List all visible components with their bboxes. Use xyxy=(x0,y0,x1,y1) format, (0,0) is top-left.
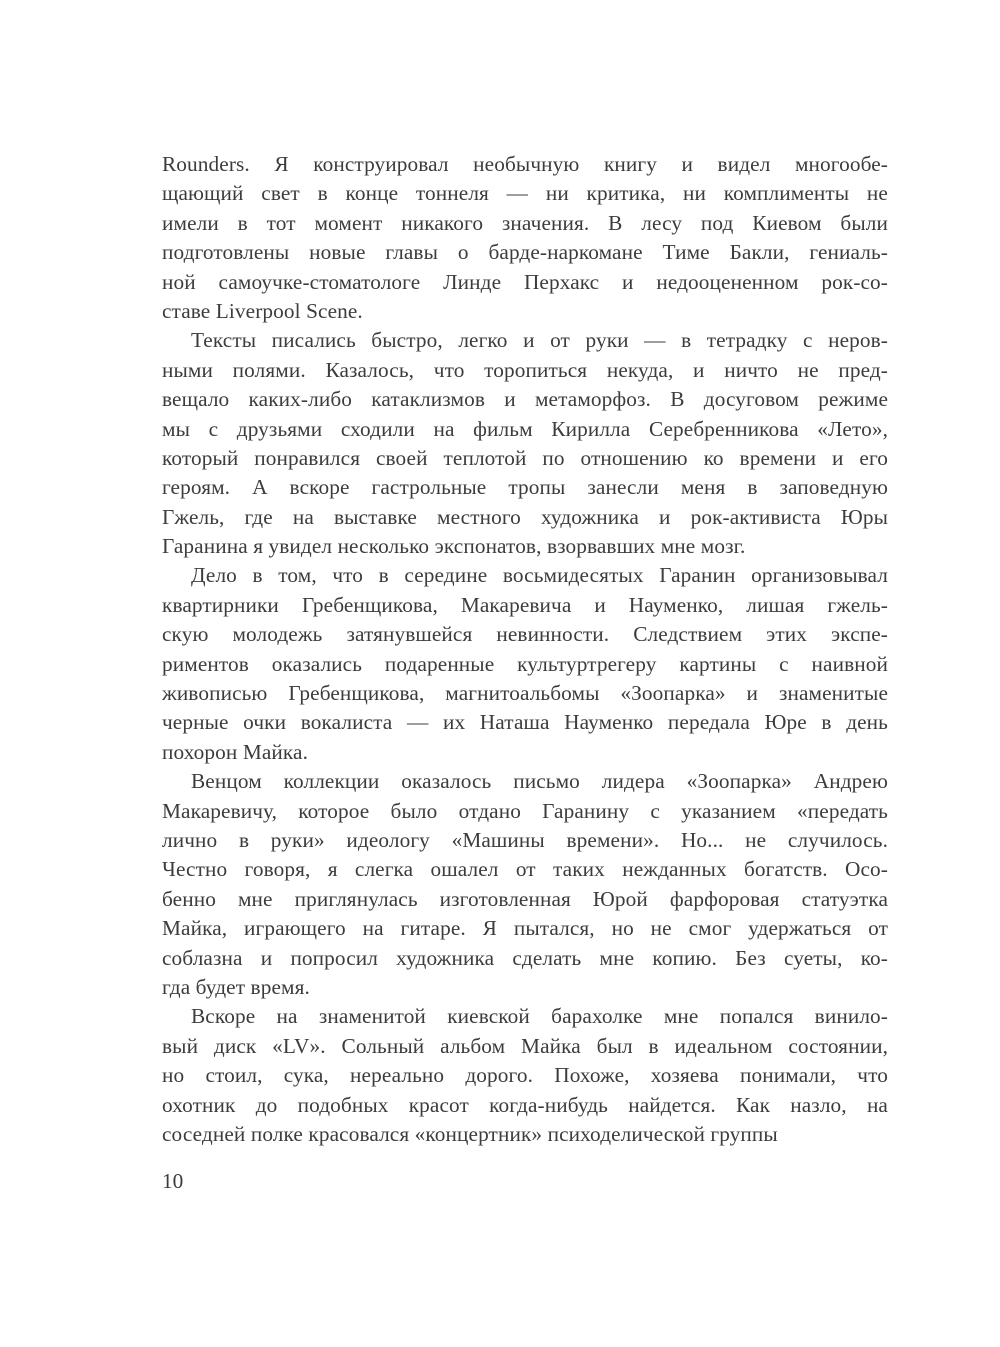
text-line: вещало каких-либо катаклизмов и метаморфоз. В досуговом режиме xyxy=(162,387,888,412)
text-line: охотник до подобных красот когда-нибудь найдется. Как назло, на xyxy=(162,1092,888,1117)
text-line: который понравился своей теплотой по отношению ко времени и его xyxy=(162,445,888,470)
text-line: черные очки вокалиста — их Наташа Науменко передала Юре в день xyxy=(162,710,888,735)
text-line: ставе Liverpool Scene. xyxy=(162,298,363,323)
text-line: похорон Майка. xyxy=(162,739,309,764)
text-line: скую молодежь затянувшейся невинности. Следствием этих экспе- xyxy=(162,622,888,647)
text-line: но стоил, сука, нереально дорого. Похоже, хозяева понимали, что xyxy=(162,1063,888,1088)
text-block xyxy=(162,150,888,1149)
text-line: Тексты писались быстро, легко и от руки — в тетрадку с неров- xyxy=(191,328,888,353)
paragraph xyxy=(162,561,888,767)
text-line: мы с друзьями сходили на фильм Кирилла Серебренникова «Лето», xyxy=(162,416,888,441)
text-line: квартирники Гребенщикова, Макаревича и Науменко, лишая гжель- xyxy=(162,592,888,617)
text-line: Rounders. Я конструировал необычную книгу и видел многообе- xyxy=(162,152,888,176)
text-line: Вскоре на знаменитой киевской барахолке мне попался винило- xyxy=(191,1004,888,1029)
text-line: бенно мне приглянулась изготовленная Юрой фарфоровая статуэтка xyxy=(162,886,888,911)
text-line: соблазна и попросил художника сделать мне копию. Без суеты, ко- xyxy=(162,945,888,970)
text-line: имели в тот момент никакого значения. В лесу под Киевом были xyxy=(162,210,888,235)
text-line: Майка, играющего на гитаре. Я пытался, но не смог удержаться от xyxy=(162,916,888,941)
page-number: 10 xyxy=(162,1169,184,1193)
text-line: героям. А вскоре гастрольные тропы занесли меня в заповедную xyxy=(162,475,888,500)
text-line: лично в руки» идеологу «Машины времени». Но... не случилось. xyxy=(162,827,888,852)
text-line: ной самоучке-стоматологе Линде Перхакс и недооцененном рок-со- xyxy=(162,269,888,294)
text-line: Честно говоря, я слегка ошалел от таких нежданных богатств. Осо- xyxy=(162,857,888,882)
paragraph xyxy=(162,150,888,326)
text-line: Гжель, где на выставке местного художника и рок-активиста Юры xyxy=(162,504,888,529)
text-line: вый диск «LV». Сольный альбом Майка был в идеальном состоянии, xyxy=(162,1033,888,1058)
text-line: Гаранина я увидел несколько экспонатов, взорвавших мне мозг. xyxy=(162,534,746,559)
text-line: живописью Гребенщикова, магнитоальбомы «Зоопарка» и знаменитые xyxy=(162,681,888,706)
text-line: подготовлены новые главы о барде-наркомане Тиме Бакли, гениаль- xyxy=(162,240,888,265)
paragraph xyxy=(162,326,888,561)
paragraph xyxy=(162,1002,888,1149)
text-line: Дело в том, что в середине восьмидесятых Гаранин организовывал xyxy=(191,563,888,588)
text-line: риментов оказались подаренные культуртрегеру картины с наивной xyxy=(162,651,888,676)
text-line: соседней полке красовался «концертник» психоделической группы xyxy=(162,1121,778,1146)
text-line: Макаревичу, которое было отдано Гаранину с указанием «передать xyxy=(162,798,888,823)
text-line: Венцом коллекции оказалось письмо лидера «Зоопарка» Андрею xyxy=(191,769,888,794)
text-line: ными полями. Казалось, что торопиться некуда, и ничто не пред- xyxy=(162,357,888,382)
text-line: гда будет время. xyxy=(162,974,310,999)
text-line: щающий свет в конце тоннеля — ни критика, ни комплименты не xyxy=(162,181,888,206)
paragraph xyxy=(162,767,888,1002)
